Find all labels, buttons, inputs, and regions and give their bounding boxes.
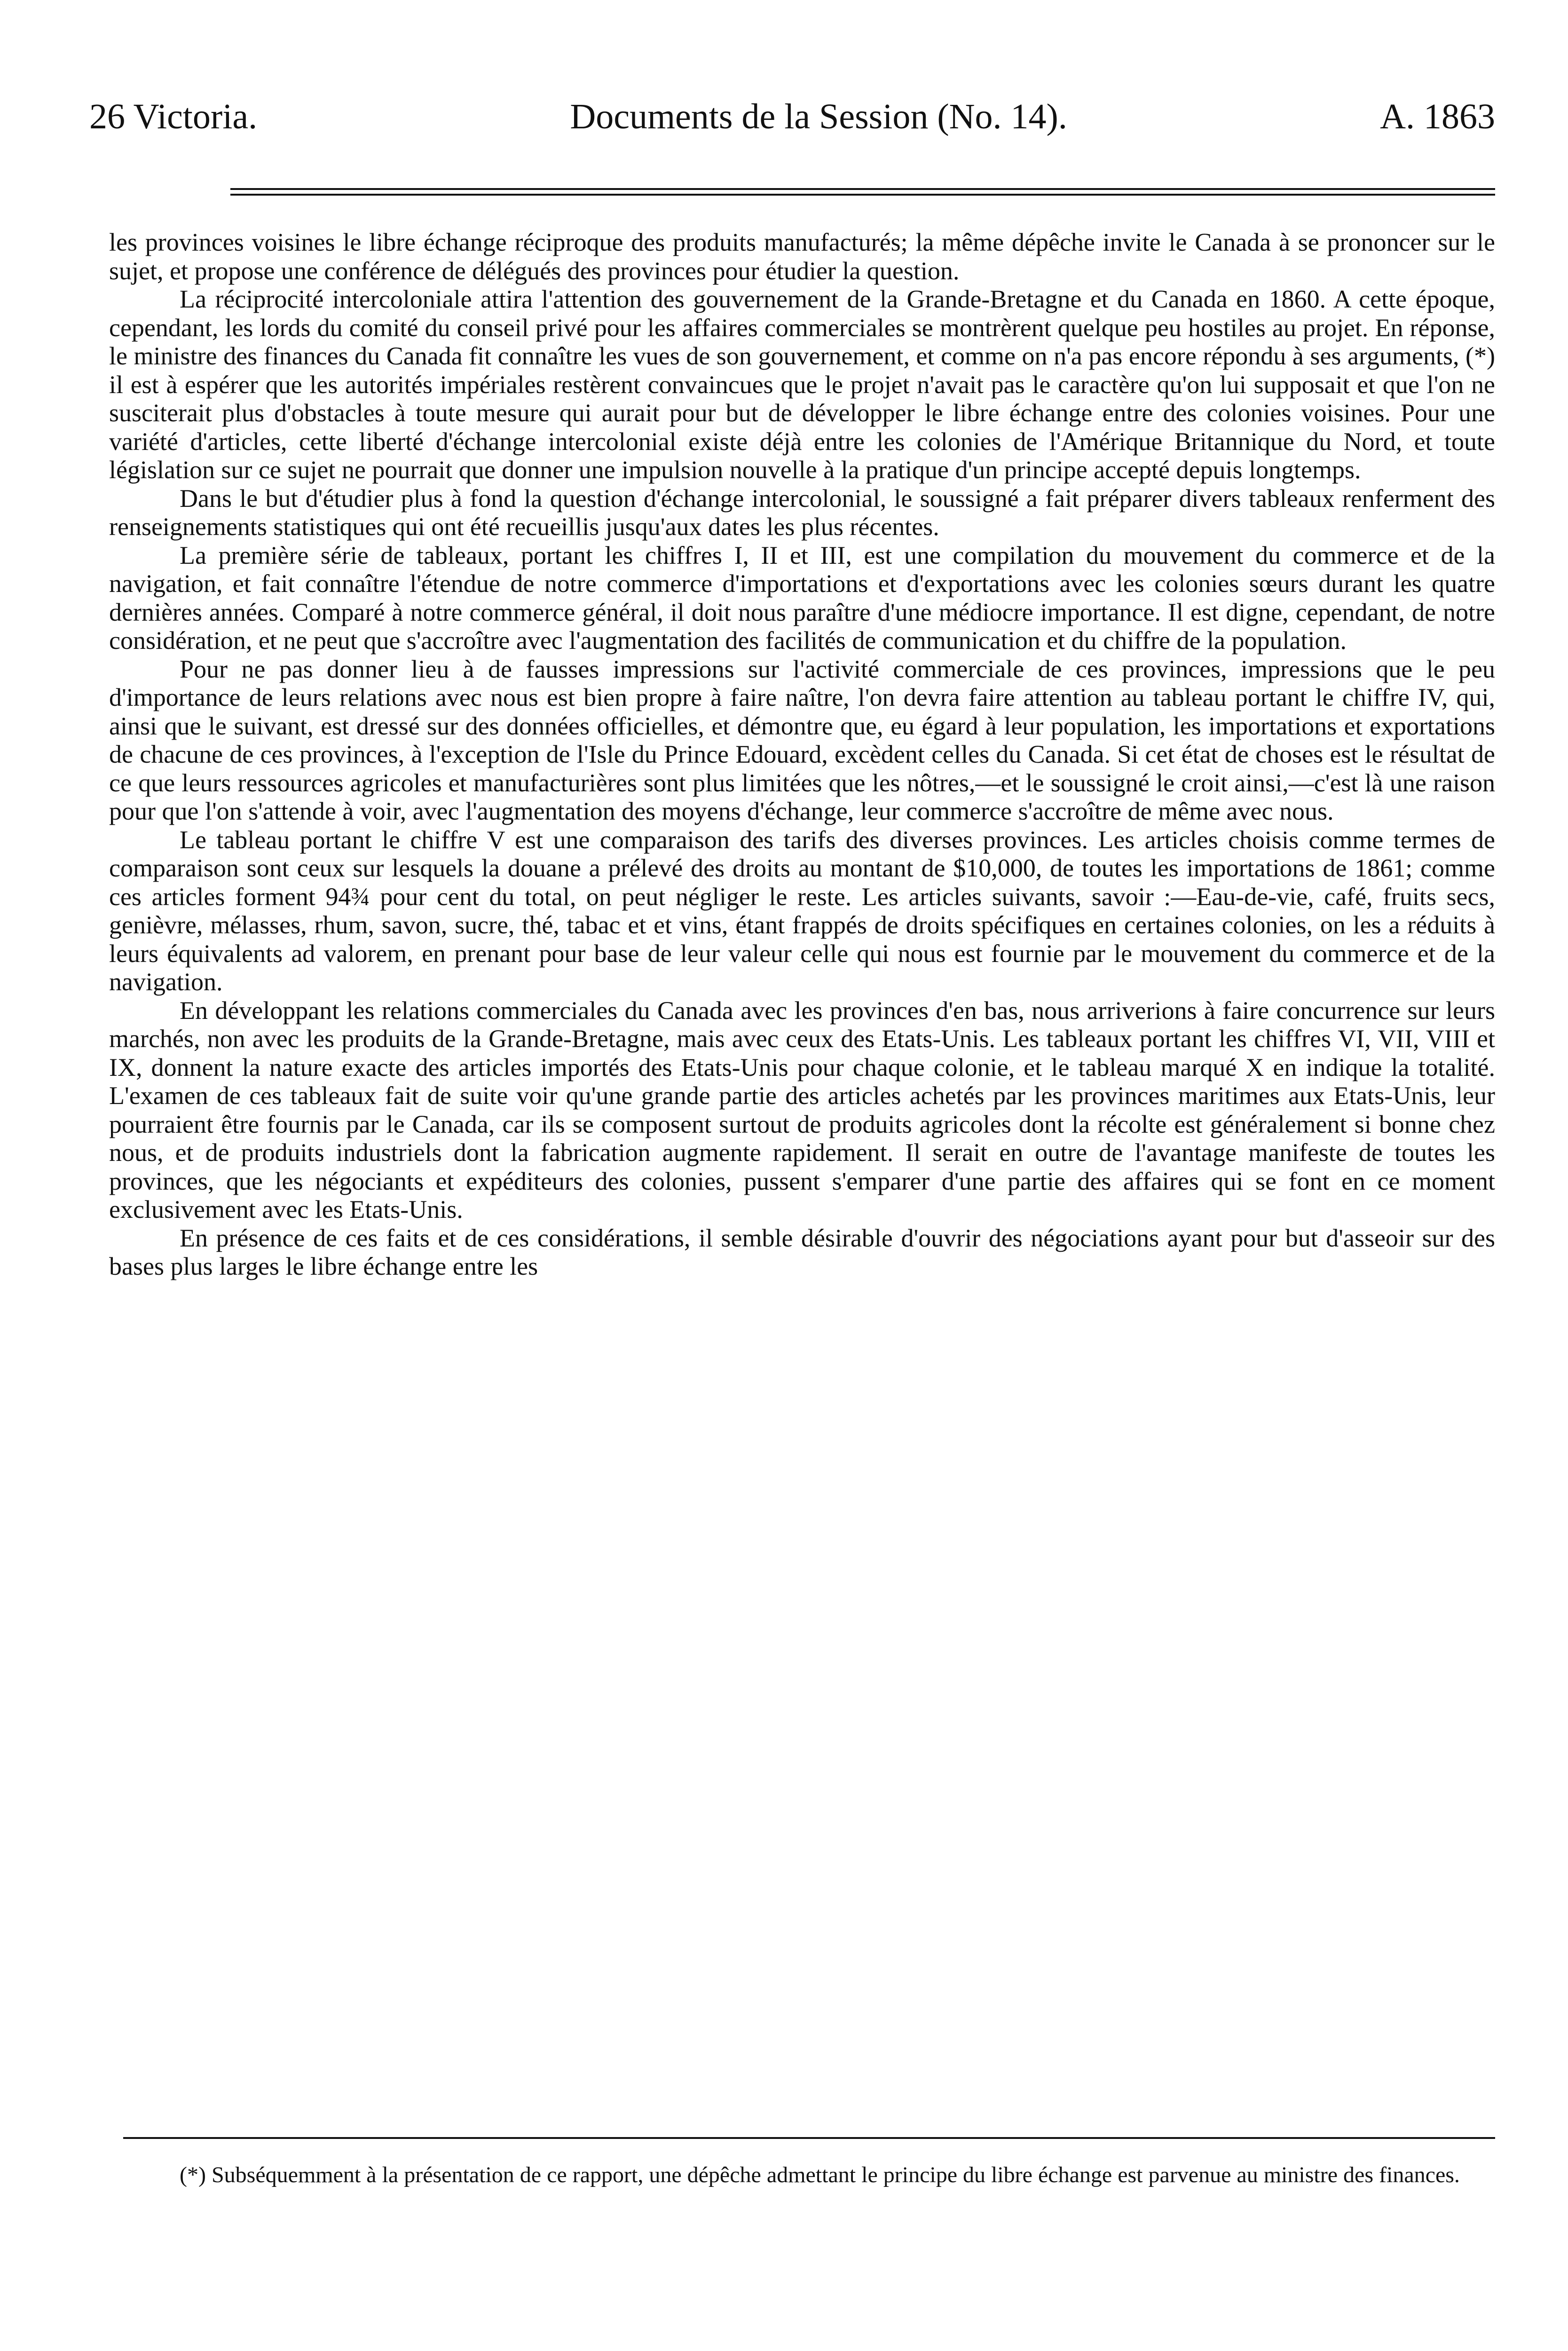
paragraph: En développant les relations commerciales du Canada avec les provinces d'en bas, nous arriverions à faire concurrence sur leurs marchés, non avec les produits de la Grande-Bretagne, mais avec ceux des Etats-Unis. Les tableaux portant les chiffres VI, VII, VIII et IX, donnent la nature exacte des articles importés des Etats-Unis pour chaque colonie, et le tableau marqué X en indique la totalité. L'examen de ces tableaux fait de suite voir qu'une grande partie des articles achetés par les provinces maritimes aux Etats-Unis, leur pourraient être fournis par le Canada, car ils se composent surtout de produits agricoles dont la récolte est généralement si bonne chez nous, et de produits industriels dont la fabrication augmente rapidement. Il serait en outre de l'avantage manifeste de toutes les provinces, que les négociants et expéditeurs des colonies, pussent s'emparer d'une partie des affaires qui se font en ce moment exclusivement avec les Etats-Unis. bbox=[109, 996, 1495, 1223]
paragraph: En présence de ces faits et de ces considérations, il semble désirable d'ouvrir des négociations ayant pour but d'asseoir sur des bases plus larges le libre échange entre les bbox=[109, 1223, 1495, 1280]
paragraph: La réciprocité intercoloniale attira l'attention des gouvernement de la Grande-Bretagne et du Canada en 1860. A cette époque, cependant, les lords du comité du conseil privé pour les affaires commerciales se montrèrent quelque peu hostiles au projet. En réponse, le ministre des finances du Canada fit connaître les vues de son gouvernement, et comme on n'a pas encore répondu à ses arguments, (*) il est à espérer que les autorités impériales restèrent convaincues que le projet n'avait pas le caractère qu'on lui supposait et que l'on ne susciterait plus d'obstacles à toute mesure qui aurait pour but de développer le libre échange entre des colonies voisines. Pour une variété d'articles, cette liberté d'échange intercolonial existe déjà entre les colonies de l'Amérique Britannique du Nord, et toute législation sur ce sujet ne pourrait que donner une impulsion nouvelle à la pratique d'un principe accepté depuis longtemps. bbox=[109, 285, 1495, 484]
paragraph: Dans le but d'étudier plus à fond la question d'échange intercolonial, le soussigné a fait préparer divers tableaux renferment des renseignements statistiques qui ont été recueillis jusqu'aux dates les plus récentes. bbox=[109, 484, 1495, 541]
header-rule bbox=[230, 188, 1495, 196]
paragraph: Le tableau portant le chiffre V est une comparaison des tarifs des diverses provinces. Les articles choisis comme termes de comparaison sont ceux sur lesquels la douane a prélevé des droits au montant de $10,000, de toutes les importations de 1861; comme ces articles forment 94¾ pour cent du total, on peut négliger le reste. Les articles suivants, savoir :—Eau-de-vie, café, fruits secs, genièvre, mélasses, rhum, savon, sucre, thé, tabac et et vins, étant frappés de droits spécifiques en certaines colonies, on les a réduits à leurs équivalents ad valorem, en prenant pour base de leur valeur celle qui nous est fournie par le mouvement du commerce et de la navigation. bbox=[109, 825, 1495, 996]
paragraph: La première série de tableaux, portant les chiffres I, II et III, est une compilation du mouvement du commerce et de la navigation, et fait connaître l'étendue de notre commerce d'importations et d'exportations avec les colonies sœurs durant les quatre dernières années. Comparé à notre commerce général, il doit nous paraître d'une médiocre importance. Il est digne, cependant, de notre considération, et ne peut que s'accroître avec l'augmentation des facilités de communication et du chiffre de la population. bbox=[109, 541, 1495, 655]
header-document-title: Documents de la Session (No. 14). bbox=[570, 97, 1067, 136]
header-session: 26 Victoria. bbox=[89, 97, 258, 136]
running-header bbox=[89, 96, 1495, 137]
paragraph-continued: les provinces voisines le libre échange réciproque des produits manufacturés; la même dépêche invite le Canada à se prononcer sur le sujet, et propose une conférence de délégués des provinces pour étudier la question. bbox=[109, 228, 1495, 285]
paragraph: Pour ne pas donner lieu à de fausses impressions sur l'activité commerciale de ces provinces, impressions que le peu d'importance de leurs relations avec nous est bien propre à faire naître, l'on devra faire attention au tableau portant le chiffre IV, qui, ainsi que le suivant, est dressé sur des données officielles, et démontre que, eu égard à leur population, les importations et exportations de chacune de ces provinces, à l'exception de l'Isle du Prince Edouard, excèdent celles du Canada. Si cet état de choses est le résultat de ce que leurs ressources agricoles et manufacturières sont plus limitées que les nôtres,—et le soussigné le croit ainsi,—c'est là une raison pour que l'on s'attende à voir, avec l'augmentation des moyens d'échange, leur commerce s'accroître de même avec nous. bbox=[109, 655, 1495, 825]
body-text bbox=[109, 228, 1495, 1281]
header-year: A. 1863 bbox=[1380, 97, 1495, 136]
footnote-rule bbox=[123, 2137, 1495, 2139]
footnote: (*) Subséquemment à la présentation de ce rapport, une dépêche admettant le principe du libre échange est parvenue au ministre des finances. bbox=[180, 2162, 1460, 2187]
